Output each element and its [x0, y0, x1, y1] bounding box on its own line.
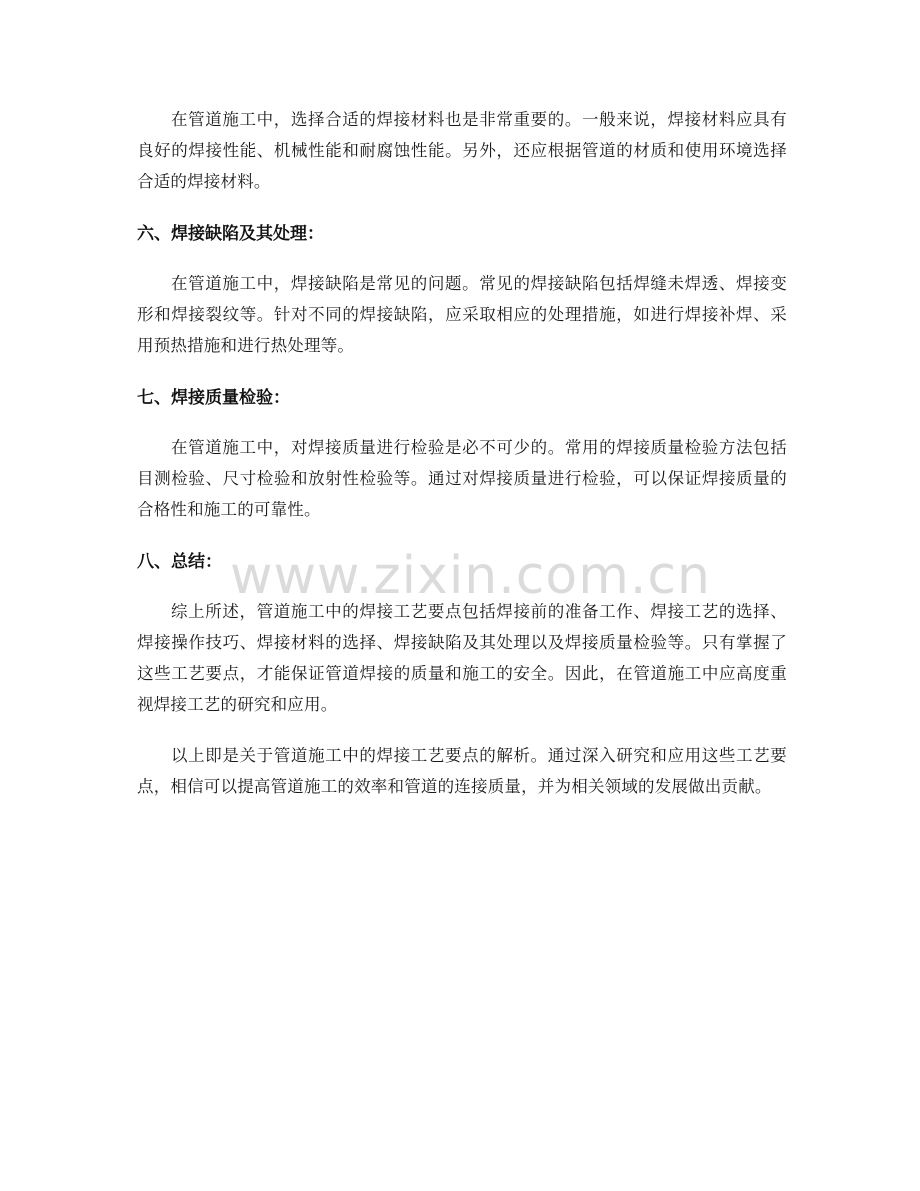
heading-quality-inspection: 七、焊接质量检验： [137, 388, 290, 408]
paragraph-quality-inspection: 在管道施工中，对焊接质量进行检验是必不可少的。常用的焊接质量检验方法包括目测检验、尺寸检验和放射性检验等。通过对焊接质量进行检验，可以保证焊接质量的合格性和施工的可靠性。 [137, 438, 787, 519]
paragraph-welding-materials: 在管道施工中，选择合适的焊接材料也是非常重要的。一般来说，焊接材料应具有良好的焊接性能、机械性能和耐腐蚀性能。另外，还应根据管道的材质和使用环境选择合适的焊接材料。 [137, 110, 787, 191]
site-watermark: www.zixin.com.cn [230, 546, 711, 606]
heading-welding-defects: 六、焊接缺陷及其处理： [137, 224, 324, 244]
paragraph-summary: 综上所述，管道施工中的焊接工艺要点包括焊接前的准备工作、焊接工艺的选择、焊接操作技巧、焊接材料的选择、焊接缺陷及其处理以及焊接质量检验等。只有掌握了这些工艺要点，才能保证管道焊接的质量和施工的安全。因此，在管道施工中应高度重视焊接工艺的研究和应用。 [137, 602, 787, 714]
document-body [137, 104, 787, 802]
paragraph-welding-defects: 在管道施工中，焊接缺陷是常见的问题。常见的焊接缺陷包括焊缝未焊透、焊接变形和焊接裂纹等。针对不同的焊接缺陷，应采取相应的处理措施，如进行焊接补焊、采用预热措施和进行热处理等。 [137, 274, 787, 355]
paragraph-conclusion: 以上即是关于管道施工中的焊接工艺要点的解析。通过深入研究和应用这些工艺要点，相信可以提高管道施工的效率和管道的连接质量，并为相关领域的发展做出贡献。 [137, 746, 787, 796]
heading-summary: 八、总结： [137, 552, 222, 572]
